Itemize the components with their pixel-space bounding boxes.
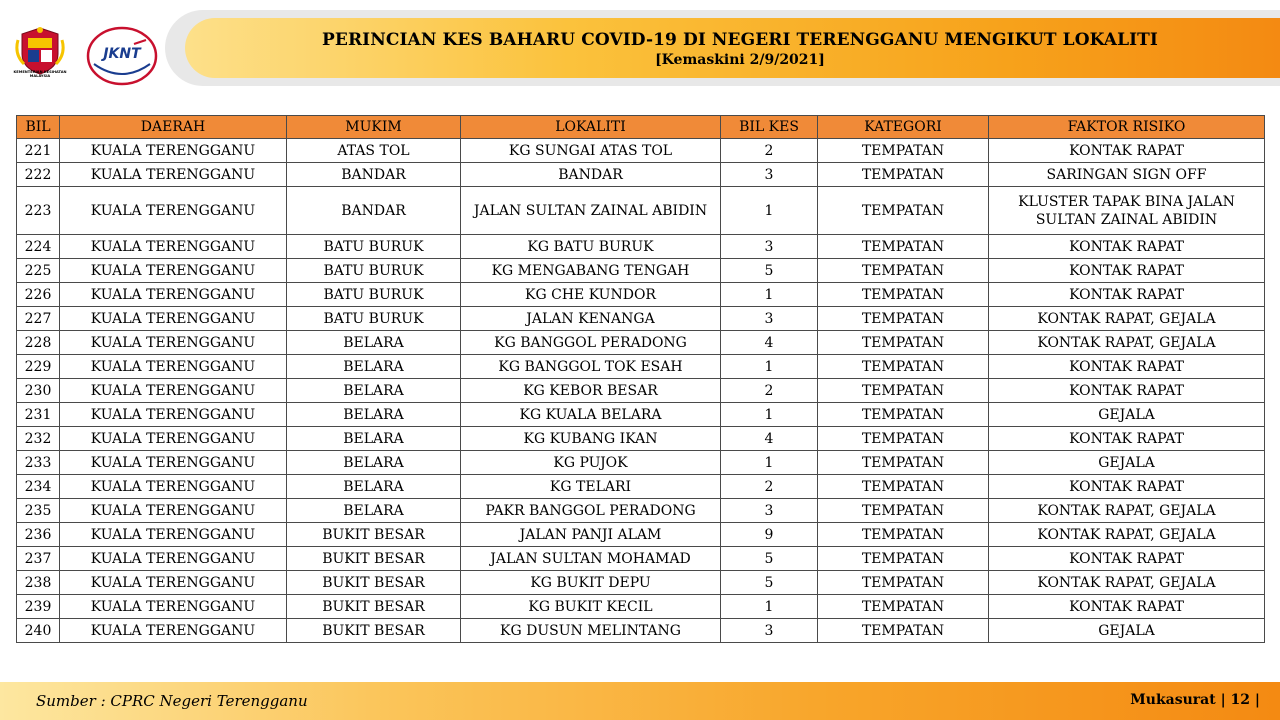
cell-daerah: KUALA TERENGGANU [60,379,287,403]
cell-mukim: BATU BURUK [287,283,461,307]
cell-bil: 233 [17,451,60,475]
cell-mukim: BATU BURUK [287,307,461,331]
cell-daerah: KUALA TERENGGANU [60,595,287,619]
cell-daerah: KUALA TERENGGANU [60,475,287,499]
cell-mukim: BUKIT BESAR [287,619,461,643]
cell-bil-kes: 1 [721,595,818,619]
cell-daerah: KUALA TERENGGANU [60,355,287,379]
jknt-logo-text: JKNT [103,46,141,62]
column-header-mukim: MUKIM [287,116,461,139]
cell-lokaliti: KG MENGABANG TENGAH [461,259,721,283]
page-subtitle: [Kemaskini 2/9/2021] [655,52,825,68]
table-row [17,139,1265,163]
cell-bil: 237 [17,547,60,571]
cell-faktor-risiko: KONTAK RAPAT [989,259,1265,283]
cell-mukim: BATU BURUK [287,259,461,283]
cell-faktor-risiko: KONTAK RAPAT [989,283,1265,307]
cell-bil: 232 [17,427,60,451]
cell-bil-kes: 1 [721,355,818,379]
column-header-kategori: KATEGORI [818,116,989,139]
cell-daerah: KUALA TERENGGANU [60,163,287,187]
cell-mukim: BELARA [287,355,461,379]
cell-bil: 234 [17,475,60,499]
cell-lokaliti: JALAN SULTAN ZAINAL ABIDIN [461,187,721,235]
cell-lokaliti: JALAN KENANGA [461,307,721,331]
cell-mukim: BELARA [287,451,461,475]
cell-kategori: TEMPATAN [818,163,989,187]
cell-kategori: TEMPATAN [818,403,989,427]
cell-mukim: BANDAR [287,163,461,187]
cell-mukim: BELARA [287,379,461,403]
cell-bil-kes: 3 [721,307,818,331]
table-row [17,475,1265,499]
cell-bil-kes: 4 [721,427,818,451]
cell-bil: 235 [17,499,60,523]
cases-table [16,115,1265,643]
cell-kategori: TEMPATAN [818,355,989,379]
cell-lokaliti: KG DUSUN MELINTANG [461,619,721,643]
cell-faktor-risiko: KONTAK RAPAT [989,379,1265,403]
cell-lokaliti: KG PUJOK [461,451,721,475]
page-number: Mukasurat | 12 | [1130,692,1260,708]
cell-bil: 239 [17,595,60,619]
table-row [17,283,1265,307]
cell-mukim: BELARA [287,499,461,523]
cell-daerah: KUALA TERENGGANU [60,427,287,451]
cell-lokaliti: JALAN PANJI ALAM [461,523,721,547]
cell-bil-kes: 1 [721,451,818,475]
cell-daerah: KUALA TERENGGANU [60,283,287,307]
cell-daerah: KUALA TERENGGANU [60,139,287,163]
column-header-lokaliti: LOKALITI [461,116,721,139]
page-title: PERINCIAN KES BAHARU COVID-19 DI NEGERI TERENGGANU MENGIKUT LOKALITI [322,30,1158,50]
cell-kategori: TEMPATAN [818,235,989,259]
cell-bil-kes: 1 [721,403,818,427]
cell-mukim: BELARA [287,331,461,355]
table-row [17,451,1265,475]
cell-bil: 240 [17,619,60,643]
cell-lokaliti: KG BUKIT KECIL [461,595,721,619]
cell-kategori: TEMPATAN [818,547,989,571]
table-row [17,619,1265,643]
cell-kategori: TEMPATAN [818,379,989,403]
cell-bil-kes: 5 [721,571,818,595]
cell-faktor-risiko: KONTAK RAPAT [989,595,1265,619]
cell-bil-kes: 9 [721,523,818,547]
cell-faktor-risiko: GEJALA [989,403,1265,427]
cell-bil-kes: 3 [721,163,818,187]
cell-faktor-risiko: KONTAK RAPAT, GEJALA [989,571,1265,595]
cell-daerah: KUALA TERENGGANU [60,403,287,427]
table-row [17,427,1265,451]
cell-lokaliti: KG KUBANG IKAN [461,427,721,451]
cell-kategori: TEMPATAN [818,307,989,331]
cell-mukim: BELARA [287,403,461,427]
cell-mukim: BELARA [287,475,461,499]
cell-bil: 231 [17,403,60,427]
table-row [17,163,1265,187]
cell-mukim: BUKIT BESAR [287,571,461,595]
table-row [17,259,1265,283]
cell-mukim: ATAS TOL [287,139,461,163]
column-header-bil-kes: BIL KES [721,116,818,139]
cell-bil: 229 [17,355,60,379]
cell-faktor-risiko: KONTAK RAPAT, GEJALA [989,307,1265,331]
cell-bil: 224 [17,235,60,259]
source-note: Sumber : CPRC Negeri Terengganu [36,692,308,710]
cell-bil: 221 [17,139,60,163]
column-header-daerah: DAERAH [60,116,287,139]
cell-faktor-risiko: KLUSTER TAPAK BINA JALAN SULTAN ZAINAL ABIDIN [989,187,1265,235]
cell-lokaliti: BANDAR [461,163,721,187]
cell-lokaliti: JALAN SULTAN MOHAMAD [461,547,721,571]
cell-bil: 230 [17,379,60,403]
cell-bil: 225 [17,259,60,283]
cell-daerah: KUALA TERENGGANU [60,307,287,331]
cell-bil: 236 [17,523,60,547]
cell-daerah: KUALA TERENGGANU [60,547,287,571]
cell-faktor-risiko: KONTAK RAPAT [989,355,1265,379]
table-header-row [17,116,1265,139]
table-row [17,235,1265,259]
cell-daerah: KUALA TERENGGANU [60,571,287,595]
cell-bil-kes: 2 [721,139,818,163]
cell-bil-kes: 2 [721,379,818,403]
cell-daerah: KUALA TERENGGANU [60,499,287,523]
cell-faktor-risiko: KONTAK RAPAT [989,547,1265,571]
cell-lokaliti: KG BUKIT DEPU [461,571,721,595]
table-row [17,307,1265,331]
cell-bil: 238 [17,571,60,595]
cell-kategori: TEMPATAN [818,331,989,355]
cell-bil-kes: 1 [721,187,818,235]
cell-faktor-risiko: KONTAK RAPAT, GEJALA [989,499,1265,523]
cell-faktor-risiko: KONTAK RAPAT, GEJALA [989,331,1265,355]
cell-lokaliti: KG BATU BURUK [461,235,721,259]
cell-daerah: KUALA TERENGGANU [60,331,287,355]
table-row [17,379,1265,403]
cell-kategori: TEMPATAN [818,283,989,307]
table-row [17,355,1265,379]
cell-kategori: TEMPATAN [818,523,989,547]
table-row [17,547,1265,571]
cell-kategori: TEMPATAN [818,187,989,235]
table-row [17,571,1265,595]
cell-kategori: TEMPATAN [818,619,989,643]
cell-daerah: KUALA TERENGGANU [60,259,287,283]
kkm-logo-caption: KEMENTERIAN KESIHATAN MALAYSIA [13,70,67,78]
cell-bil-kes: 3 [721,619,818,643]
cell-mukim: BUKIT BESAR [287,595,461,619]
cell-lokaliti: KG KUALA BELARA [461,403,721,427]
cell-bil: 223 [17,187,60,235]
cell-faktor-risiko: KONTAK RAPAT [989,427,1265,451]
cell-kategori: TEMPATAN [818,571,989,595]
cell-kategori: TEMPATAN [818,499,989,523]
cell-daerah: KUALA TERENGGANU [60,235,287,259]
cell-kategori: TEMPATAN [818,595,989,619]
cell-faktor-risiko: KONTAK RAPAT, GEJALA [989,523,1265,547]
cell-daerah: KUALA TERENGGANU [60,187,287,235]
cell-lokaliti: KG KEBOR BESAR [461,379,721,403]
cell-lokaliti: KG BANGGOL TOK ESAH [461,355,721,379]
cell-daerah: KUALA TERENGGANU [60,451,287,475]
cell-faktor-risiko: SARINGAN SIGN OFF [989,163,1265,187]
cell-lokaliti: PAKR BANGGOL PERADONG [461,499,721,523]
table-row [17,187,1265,235]
cell-bil: 227 [17,307,60,331]
cell-bil: 226 [17,283,60,307]
cell-bil-kes: 5 [721,547,818,571]
cell-lokaliti: KG TELARI [461,475,721,499]
cell-bil-kes: 3 [721,499,818,523]
cell-lokaliti: KG BANGGOL PERADONG [461,331,721,355]
cell-faktor-risiko: GEJALA [989,619,1265,643]
cell-bil-kes: 1 [721,283,818,307]
cell-bil-kes: 2 [721,475,818,499]
table-row [17,403,1265,427]
cell-lokaliti: KG SUNGAI ATAS TOL [461,139,721,163]
cell-daerah: KUALA TERENGGANU [60,619,287,643]
cell-bil-kes: 3 [721,235,818,259]
cell-kategori: TEMPATAN [818,427,989,451]
cell-faktor-risiko: GEJALA [989,451,1265,475]
table-row [17,595,1265,619]
jknt-logo [84,24,160,88]
cell-faktor-risiko: KONTAK RAPAT [989,139,1265,163]
cell-bil: 228 [17,331,60,355]
cell-lokaliti: KG CHE KUNDOR [461,283,721,307]
table-row [17,499,1265,523]
cell-kategori: TEMPATAN [818,451,989,475]
cell-daerah: KUALA TERENGGANU [60,523,287,547]
cell-bil: 222 [17,163,60,187]
cell-mukim: BUKIT BESAR [287,523,461,547]
table-row [17,331,1265,355]
cell-faktor-risiko: KONTAK RAPAT [989,235,1265,259]
table-row [17,523,1265,547]
cell-mukim: BATU BURUK [287,235,461,259]
column-header-faktor-risiko: FAKTOR RISIKO [989,116,1265,139]
cell-mukim: BUKIT BESAR [287,547,461,571]
cell-faktor-risiko: KONTAK RAPAT [989,475,1265,499]
cell-kategori: TEMPATAN [818,475,989,499]
cell-kategori: TEMPATAN [818,139,989,163]
cell-bil-kes: 4 [721,331,818,355]
column-header-bil: BIL [17,116,60,139]
table-body [17,139,1265,643]
cell-kategori: TEMPATAN [818,259,989,283]
cell-mukim: BANDAR [287,187,461,235]
cell-mukim: BELARA [287,427,461,451]
cell-bil-kes: 5 [721,259,818,283]
